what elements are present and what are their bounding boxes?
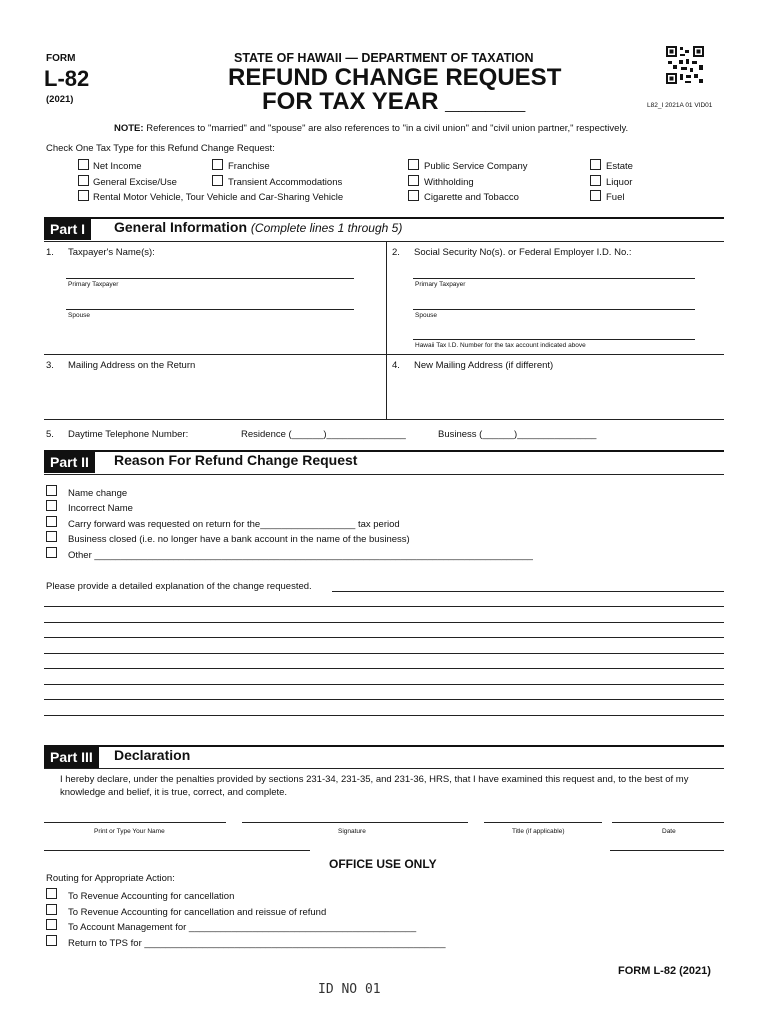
explanation-line-8[interactable] <box>44 715 724 716</box>
explanation-line-3[interactable] <box>44 637 724 638</box>
part2-label: Part II <box>44 452 95 473</box>
part1-title-text: General Information <box>114 219 248 235</box>
explanation-line-2[interactable] <box>44 622 724 623</box>
primary-name-field[interactable] <box>66 278 354 279</box>
note <box>114 123 628 134</box>
explanation-line-7[interactable] <box>44 699 724 700</box>
part2-title: Reason For Refund Change Request <box>114 452 358 468</box>
note-text: References to "married" and "spouse" are also references to "in a civil union" and "civil union partner," respectively. <box>143 123 629 134</box>
label-franchise: Franchise <box>228 161 270 172</box>
checkbox-franchise[interactable] <box>212 159 223 170</box>
routing-revenue-reissue: To Revenue Accounting for cancellation and reissue of refund <box>68 907 327 918</box>
part1-bottom-rule <box>44 241 724 242</box>
routing-revenue-cancel: To Revenue Accounting for cancellation <box>68 891 235 902</box>
address-divider <box>386 354 387 419</box>
spouse-name-field[interactable] <box>66 309 354 310</box>
part1-label: Part I <box>44 219 91 240</box>
reason-name-change: Name change <box>68 488 128 499</box>
line2-label: Social Security No(s). or Federal Employer I.D. No.: <box>414 247 632 258</box>
checkbox-net-income[interactable] <box>78 159 89 170</box>
primary-name-caption: Primary Taxpayer <box>68 281 119 288</box>
office-top-rule-right <box>610 850 724 851</box>
form-label: FORM <box>46 53 76 64</box>
signature-field[interactable] <box>242 822 468 823</box>
line5-label: Daytime Telephone Number: <box>68 429 189 440</box>
part1-divider <box>386 241 387 354</box>
residence-phone-field[interactable]: Residence (______)_______________ <box>241 429 406 440</box>
qr-code-icon <box>666 46 704 84</box>
part2-bottom-rule <box>44 474 724 475</box>
checkbox-cigarette-tobacco[interactable] <box>408 190 419 201</box>
page-title: REFUND CHANGE REQUEST <box>228 64 562 91</box>
primary-ssn-caption: Primary Taxpayer <box>415 281 466 288</box>
label-liquor: Liquor <box>606 177 633 188</box>
checkbox-other[interactable] <box>46 547 57 558</box>
checkbox-account-management[interactable] <box>46 919 57 930</box>
line3-label: Mailing Address on the Return <box>68 360 196 371</box>
checkbox-rental-motor-vehicle[interactable] <box>78 190 89 201</box>
line1-number: 1. <box>46 247 54 258</box>
footer-form-label: FORM L-82 (2021) <box>618 965 711 977</box>
page-title-year: FOR TAX YEAR ______ <box>262 88 526 115</box>
office-use-title: OFFICE USE ONLY <box>329 857 437 871</box>
title-field[interactable] <box>484 822 602 823</box>
part3-title: Declaration <box>114 747 191 763</box>
date-caption: Date <box>662 828 676 835</box>
old-address-field[interactable] <box>66 374 382 416</box>
checkbox-incorrect-name[interactable] <box>46 500 57 511</box>
routing-label: Routing for Appropriate Action: <box>46 873 175 884</box>
part3-label: Part III <box>44 747 99 768</box>
label-rental-motor-vehicle: Rental Motor Vehicle, Tour Vehicle and Car-Sharing Vehicle <box>93 192 344 203</box>
tax-type-prompt: Check One Tax Type for this Refund Change Request: <box>46 143 275 154</box>
form-year: (2021) <box>46 94 74 105</box>
explanation-line-5[interactable] <box>44 668 724 669</box>
checkbox-public-service[interactable] <box>408 159 419 170</box>
print-name-caption: Print or Type Your Name <box>94 828 165 835</box>
explanation-line-4[interactable] <box>44 653 724 654</box>
title-caption: Title (if applicable) <box>512 828 565 835</box>
checkbox-estate[interactable] <box>590 159 601 170</box>
label-estate: Estate <box>606 161 633 172</box>
label-transient-accommodations: Transient Accommodations <box>228 177 343 188</box>
explanation-label: Please provide a detailed explanation of the change requested. <box>46 581 312 592</box>
checkbox-general-excise[interactable] <box>78 175 89 186</box>
explanation-line-0[interactable] <box>332 591 724 592</box>
reason-incorrect-name: Incorrect Name <box>68 503 133 514</box>
line3-top-rule <box>44 354 724 355</box>
reason-carry-forward: Carry forward was requested on return for the__________________ tax period <box>68 519 400 530</box>
label-fuel: Fuel <box>606 192 625 203</box>
label-general-excise: General Excise/Use <box>93 177 177 188</box>
line3-number: 3. <box>46 360 54 371</box>
hawaii-tax-id-field[interactable] <box>413 339 695 340</box>
reason-business-closed: Business closed (i.e. no longer have a bank account in the name of the business) <box>68 534 410 545</box>
reason-other: Other ___________________________________________________________________________________ <box>68 550 533 561</box>
label-cigarette-tobacco: Cigarette and Tobacco <box>424 192 519 203</box>
note-label: NOTE: <box>114 123 144 134</box>
label-net-income: Net Income <box>93 161 142 172</box>
business-phone-field[interactable]: Business (______)_______________ <box>438 429 597 440</box>
part1-subtitle: (Complete lines 1 through 5) <box>250 221 403 235</box>
checkbox-withholding[interactable] <box>408 175 419 186</box>
form-number: L-82 <box>44 66 90 91</box>
checkbox-carry-forward[interactable] <box>46 516 57 527</box>
hawaii-tax-id-caption: Hawaii Tax I.D. Number for the tax account indicated above <box>415 342 586 349</box>
print-name-field[interactable] <box>44 822 226 823</box>
checkbox-name-change[interactable] <box>46 485 57 496</box>
line5-number: 5. <box>46 429 54 440</box>
footer-id: ID NO 01 <box>318 982 381 997</box>
part1-title <box>114 219 402 235</box>
spouse-ssn-caption: Spouse <box>415 312 438 319</box>
label-public-service: Public Service Company <box>424 161 528 172</box>
agency-title: STATE OF HAWAII — DEPARTMENT OF TAXATION <box>234 51 534 65</box>
checkbox-return-tps[interactable] <box>46 935 57 946</box>
part3-bottom-rule <box>44 768 724 769</box>
line1-label: Taxpayer's Name(s): <box>68 247 155 258</box>
checkbox-revenue-cancel[interactable] <box>46 888 57 899</box>
checkbox-transient-accommodations[interactable] <box>212 175 223 186</box>
routing-account-management: To Account Management for ___________________________________________ <box>68 922 417 933</box>
checkbox-business-closed[interactable] <box>46 531 57 542</box>
form-code: L82_I 2021A 01 VID01 <box>647 102 713 109</box>
date-field[interactable] <box>612 822 724 823</box>
new-address-field[interactable] <box>412 374 722 416</box>
signature-caption: Signature <box>338 828 366 835</box>
line4-label: New Mailing Address (if different) <box>414 360 554 371</box>
explanation-line-1[interactable] <box>44 606 724 607</box>
spouse-name-caption: Spouse <box>68 312 91 319</box>
spouse-ssn-field[interactable] <box>413 309 695 310</box>
explanation-line-6[interactable] <box>44 684 724 685</box>
declaration-text: I hereby declare, under the penalties provided by sections 231-34, 231-35, and 231-36, HRS, that I have examined this request and, to the best of my knowledge and belief, it is true, correct, and complete. <box>60 774 689 798</box>
line4-number: 4. <box>392 360 400 371</box>
label-withholding: Withholding <box>424 177 474 188</box>
office-top-rule-left <box>44 850 310 851</box>
primary-ssn-field[interactable] <box>413 278 695 279</box>
line2-number: 2. <box>392 247 400 258</box>
checkbox-liquor[interactable] <box>590 175 601 186</box>
line5-top-rule <box>44 419 724 420</box>
routing-return-tps: Return to TPS for _________________________________________________________ <box>68 938 446 949</box>
checkbox-revenue-reissue[interactable] <box>46 904 57 915</box>
checkbox-fuel[interactable] <box>590 190 601 201</box>
